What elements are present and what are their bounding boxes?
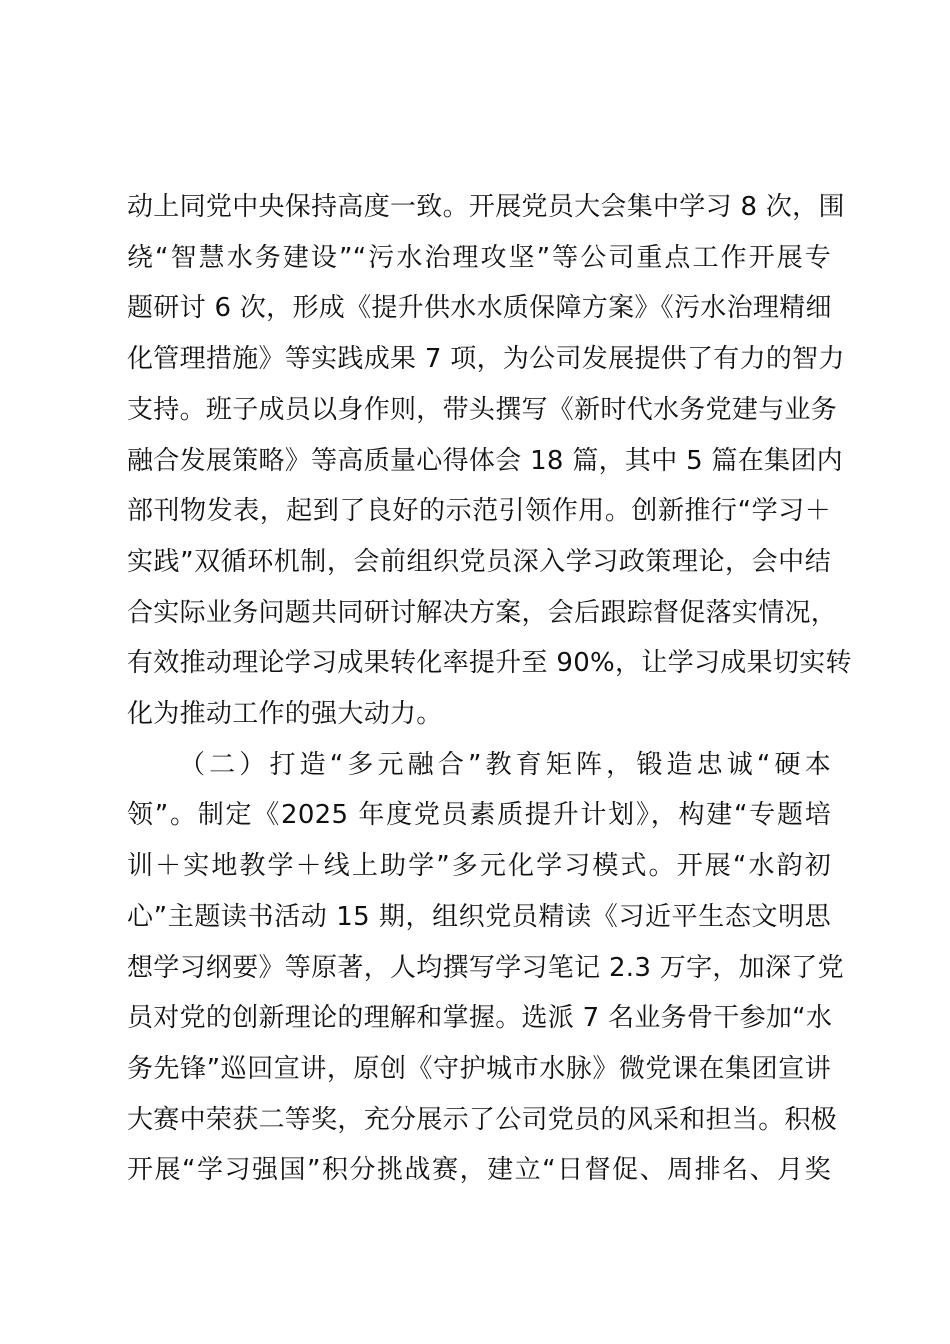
text-line: 开展“学习强国”积分挑战赛，建立“日督促、周排名、月奖 [127,1155,831,1186]
text-line: 支持。班子成员以身作则，带头撰写《新时代水务党建与业务 [127,394,838,425]
text-line: 大赛中荣获二等奖，充分展示了公司党员的风采和担当。积极 [127,1104,838,1135]
text-line: 动上同党中央保持高度一致。开展党员大会集中学习 8 次，围 [127,192,845,222]
text-line: 心”主题读书活动 15 期，组织党员精读《习近平生态文明思 [127,901,831,932]
text-line: 融合发展策略》等高质量心得体会 18 篇，其中 5 篇在集团内 [127,445,843,476]
text-line: 想学习纲要》等原著，人均撰写学习笔记 2.3 万字，加深了党 [127,952,844,983]
paragraph-1 [127,182,852,740]
text-line: 化为推动工作的强大动力。 [127,699,443,730]
text-line: 有效推动理论学习成果转化率提升至 90%，让学习成果切实转 [127,648,852,679]
document-page [127,182,852,1196]
text-line: 领”。制定《2025 年度党员素质提升计划》，构建“专题培 [127,800,831,831]
text-line: 部刊物发表，起到了良好的示范引领作用。创新推行“学习＋ [127,496,831,527]
text-line: 实践”双循环机制，会前组织党员深入学习政策理论，会中结 [127,546,831,577]
text-line: 题研讨 6 次，形成《提升供水水质保障方案》《污水治理精细 [127,293,832,324]
text-line: 化管理措施》等实践成果 7 项，为公司发展提供了有力的智力 [127,344,845,375]
text-line: 训＋实地教学＋线上助学”多元化学习模式。开展“水韵初 [127,851,831,882]
text-line: 绕“智慧水务建设”“污水治理攻坚”等公司重点工作开展专 [127,242,831,273]
text-line: 务先锋”巡回宣讲，原创《守护城市水脉》微党课在集团宣讲 [127,1053,831,1084]
text-line: 合实际业务问题共同研讨解决方案，会后跟踪督促落实情况， [127,597,838,628]
section-heading-line: （二）打造“多元融合”教育矩阵，锻造忠诚“硬本 [179,749,831,780]
paragraph-2 [127,740,844,1196]
text-line: 员对党的创新理论的理解和掌握。选派 7 名业务骨干参加“水 [127,1003,833,1034]
